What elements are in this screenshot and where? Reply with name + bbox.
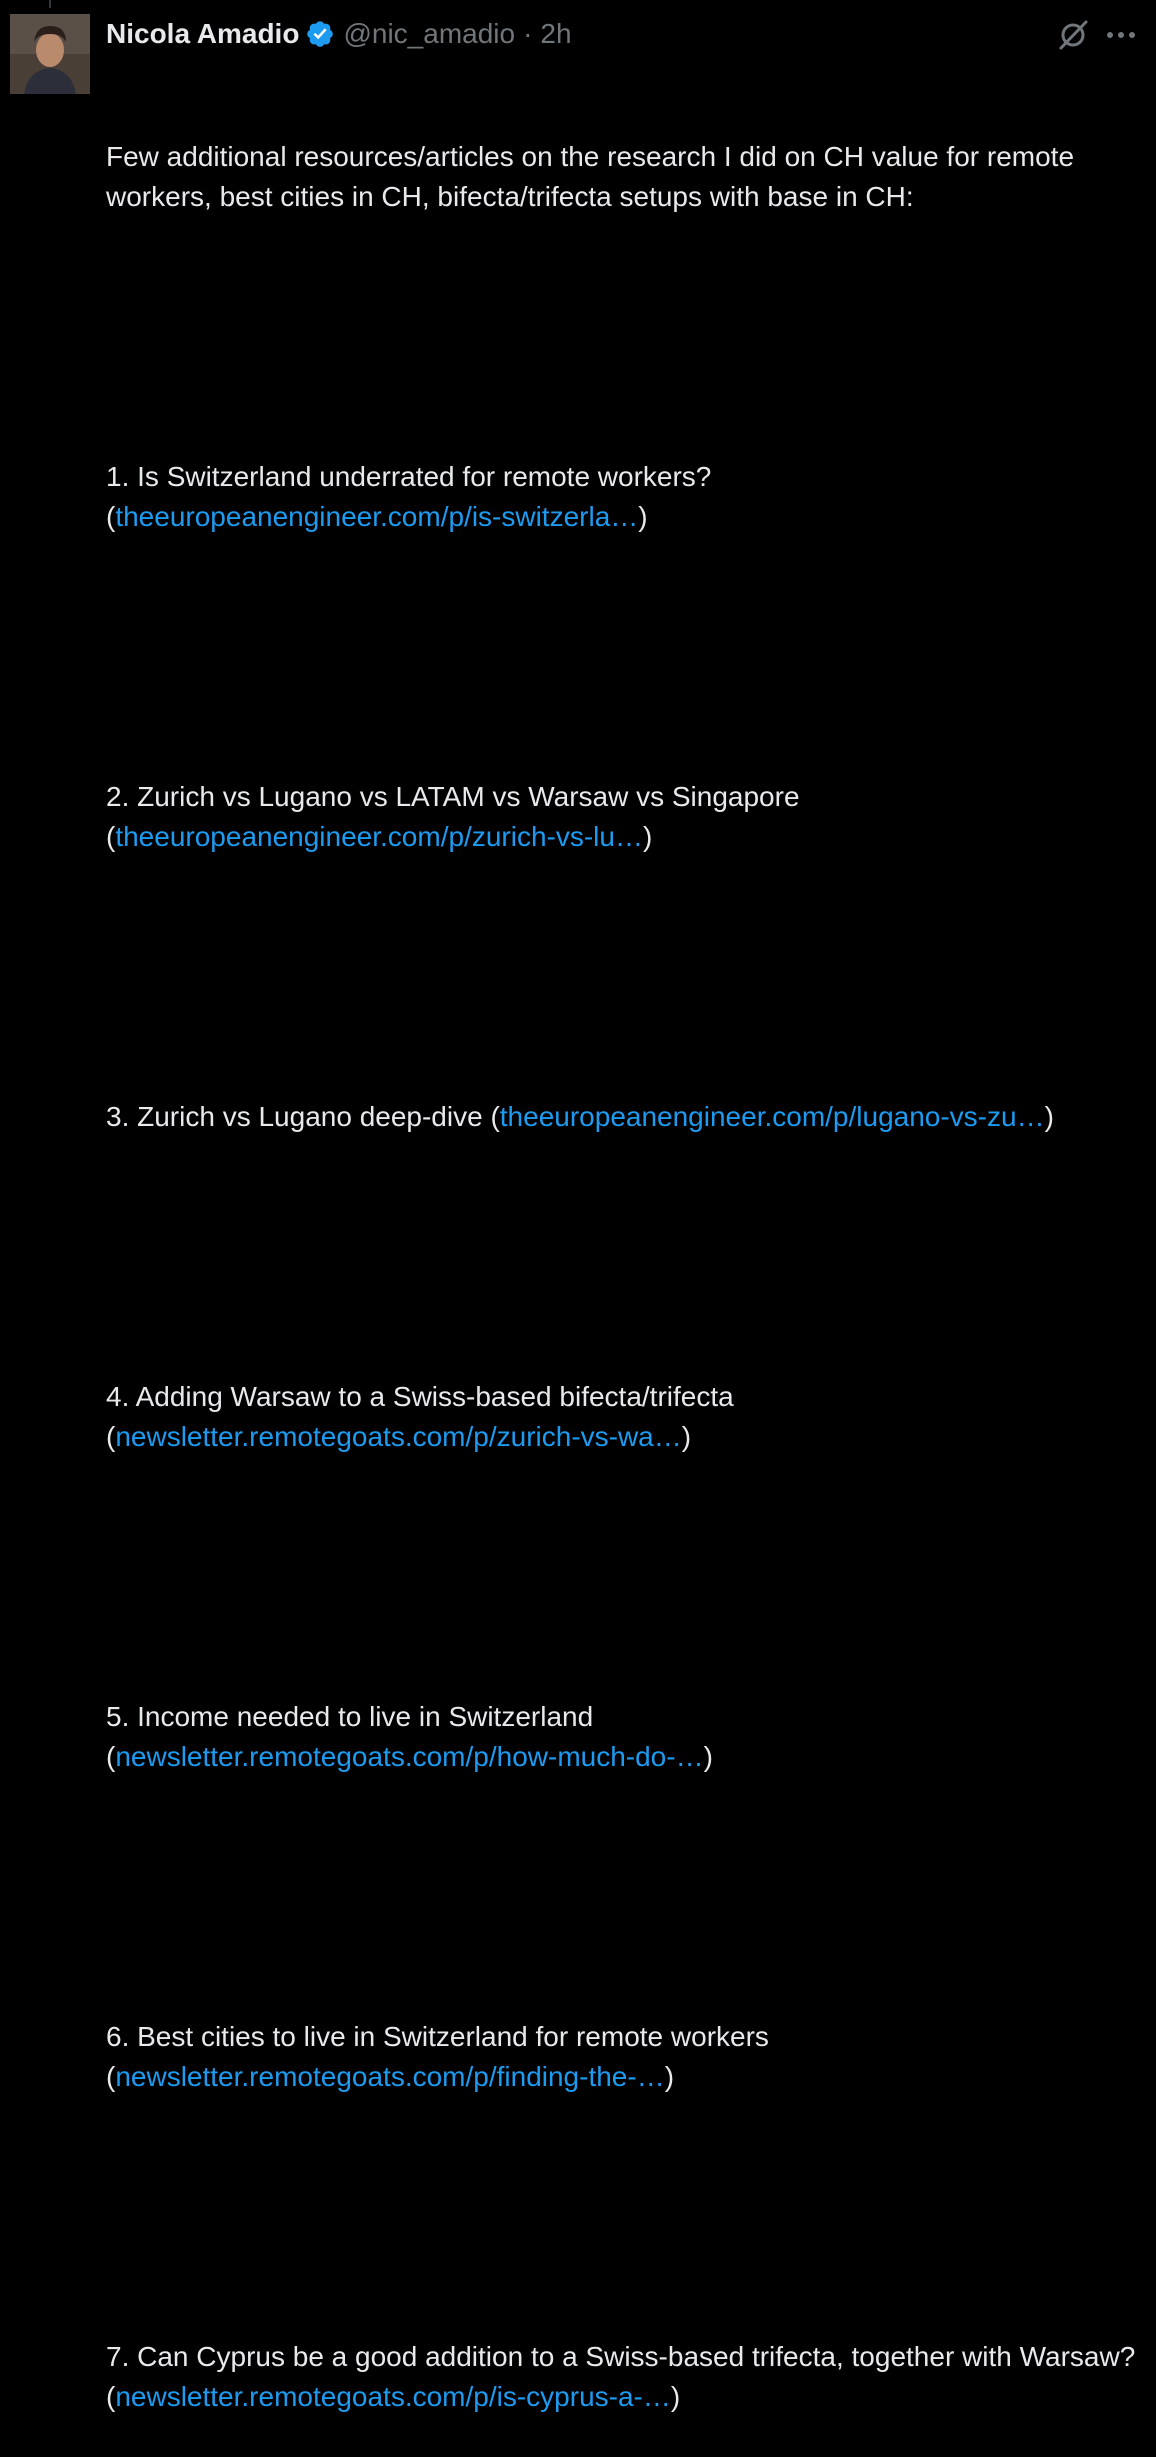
author-name[interactable]: Nicola Amadio — [106, 18, 300, 49]
article-link[interactable]: newsletter.remotegoats.com/p/zurich-vs-wa… — [115, 1421, 682, 1452]
article-link[interactable]: newsletter.remotegoats.com/p/is-cyprus-a-… — [115, 2381, 671, 2412]
list-item: 5. Income needed to live in Switzerland (newsletter.remotegoats.com/p/how-much-do-…) — [106, 1701, 713, 1772]
list-item: 7. Can Cyprus be a good addition to a Swiss-based trifecta, together with Warsaw? (newsletter.remotegoats.com/p/is-cyprus-a-…) — [106, 2341, 1144, 2412]
tweet-header — [106, 14, 1136, 54]
avatar[interactable] — [10, 14, 90, 94]
list-item: 1. Is Switzerland underrated for remote workers? (theeuropeanengineer.com/p/is-switzerla…) — [106, 461, 712, 532]
article-link[interactable]: theeuropeanengineer.com/p/is-switzerla… — [115, 501, 639, 532]
list-item: 6. Best cities to live in Switzerland for remote workers (newsletter.remotegoats.com/p/finding-the-…) — [106, 2021, 769, 2092]
separator-dot: · — [523, 18, 533, 49]
author-handle[interactable]: @nic_amadio — [343, 18, 516, 49]
grok-icon[interactable] — [1054, 16, 1092, 54]
article-link[interactable]: theeuropeanengineer.com/p/lugano-vs-zu… — [499, 1101, 1045, 1132]
tweet-text — [106, 57, 1144, 2457]
article-link[interactable]: newsletter.remotegoats.com/p/how-much-do-… — [115, 1741, 704, 1772]
list-item: 2. Zurich vs Lugano vs LATAM vs Warsaw vs Singapore (theeuropeanengineer.com/p/zurich-vs-lu…) — [106, 781, 800, 852]
article-link[interactable]: newsletter.remotegoats.com/p/finding-the-… — [115, 2061, 665, 2092]
list-item: 3. Zurich vs Lugano deep-dive (theeuropeanengineer.com/p/lugano-vs-zu…) — [106, 1101, 1054, 1132]
list-item: 4. Adding Warsaw to a Swiss-based bifecta/trifecta (newsletter.remotegoats.com/p/zurich-vs-wa…) — [106, 1381, 734, 1452]
timestamp[interactable]: 2h — [540, 18, 572, 49]
verified-badge-icon[interactable] — [305, 19, 335, 49]
tweet-intro: Few additional resources/articles on the research I did on CH value for remote workers, best cities in CH, bifecta/trifecta setups with base in CH: — [106, 141, 1082, 212]
thread-connector-line — [49, 0, 51, 8]
more-icon[interactable] — [1102, 16, 1140, 54]
article-link[interactable]: theeuropeanengineer.com/p/zurich-vs-lu… — [115, 821, 643, 852]
